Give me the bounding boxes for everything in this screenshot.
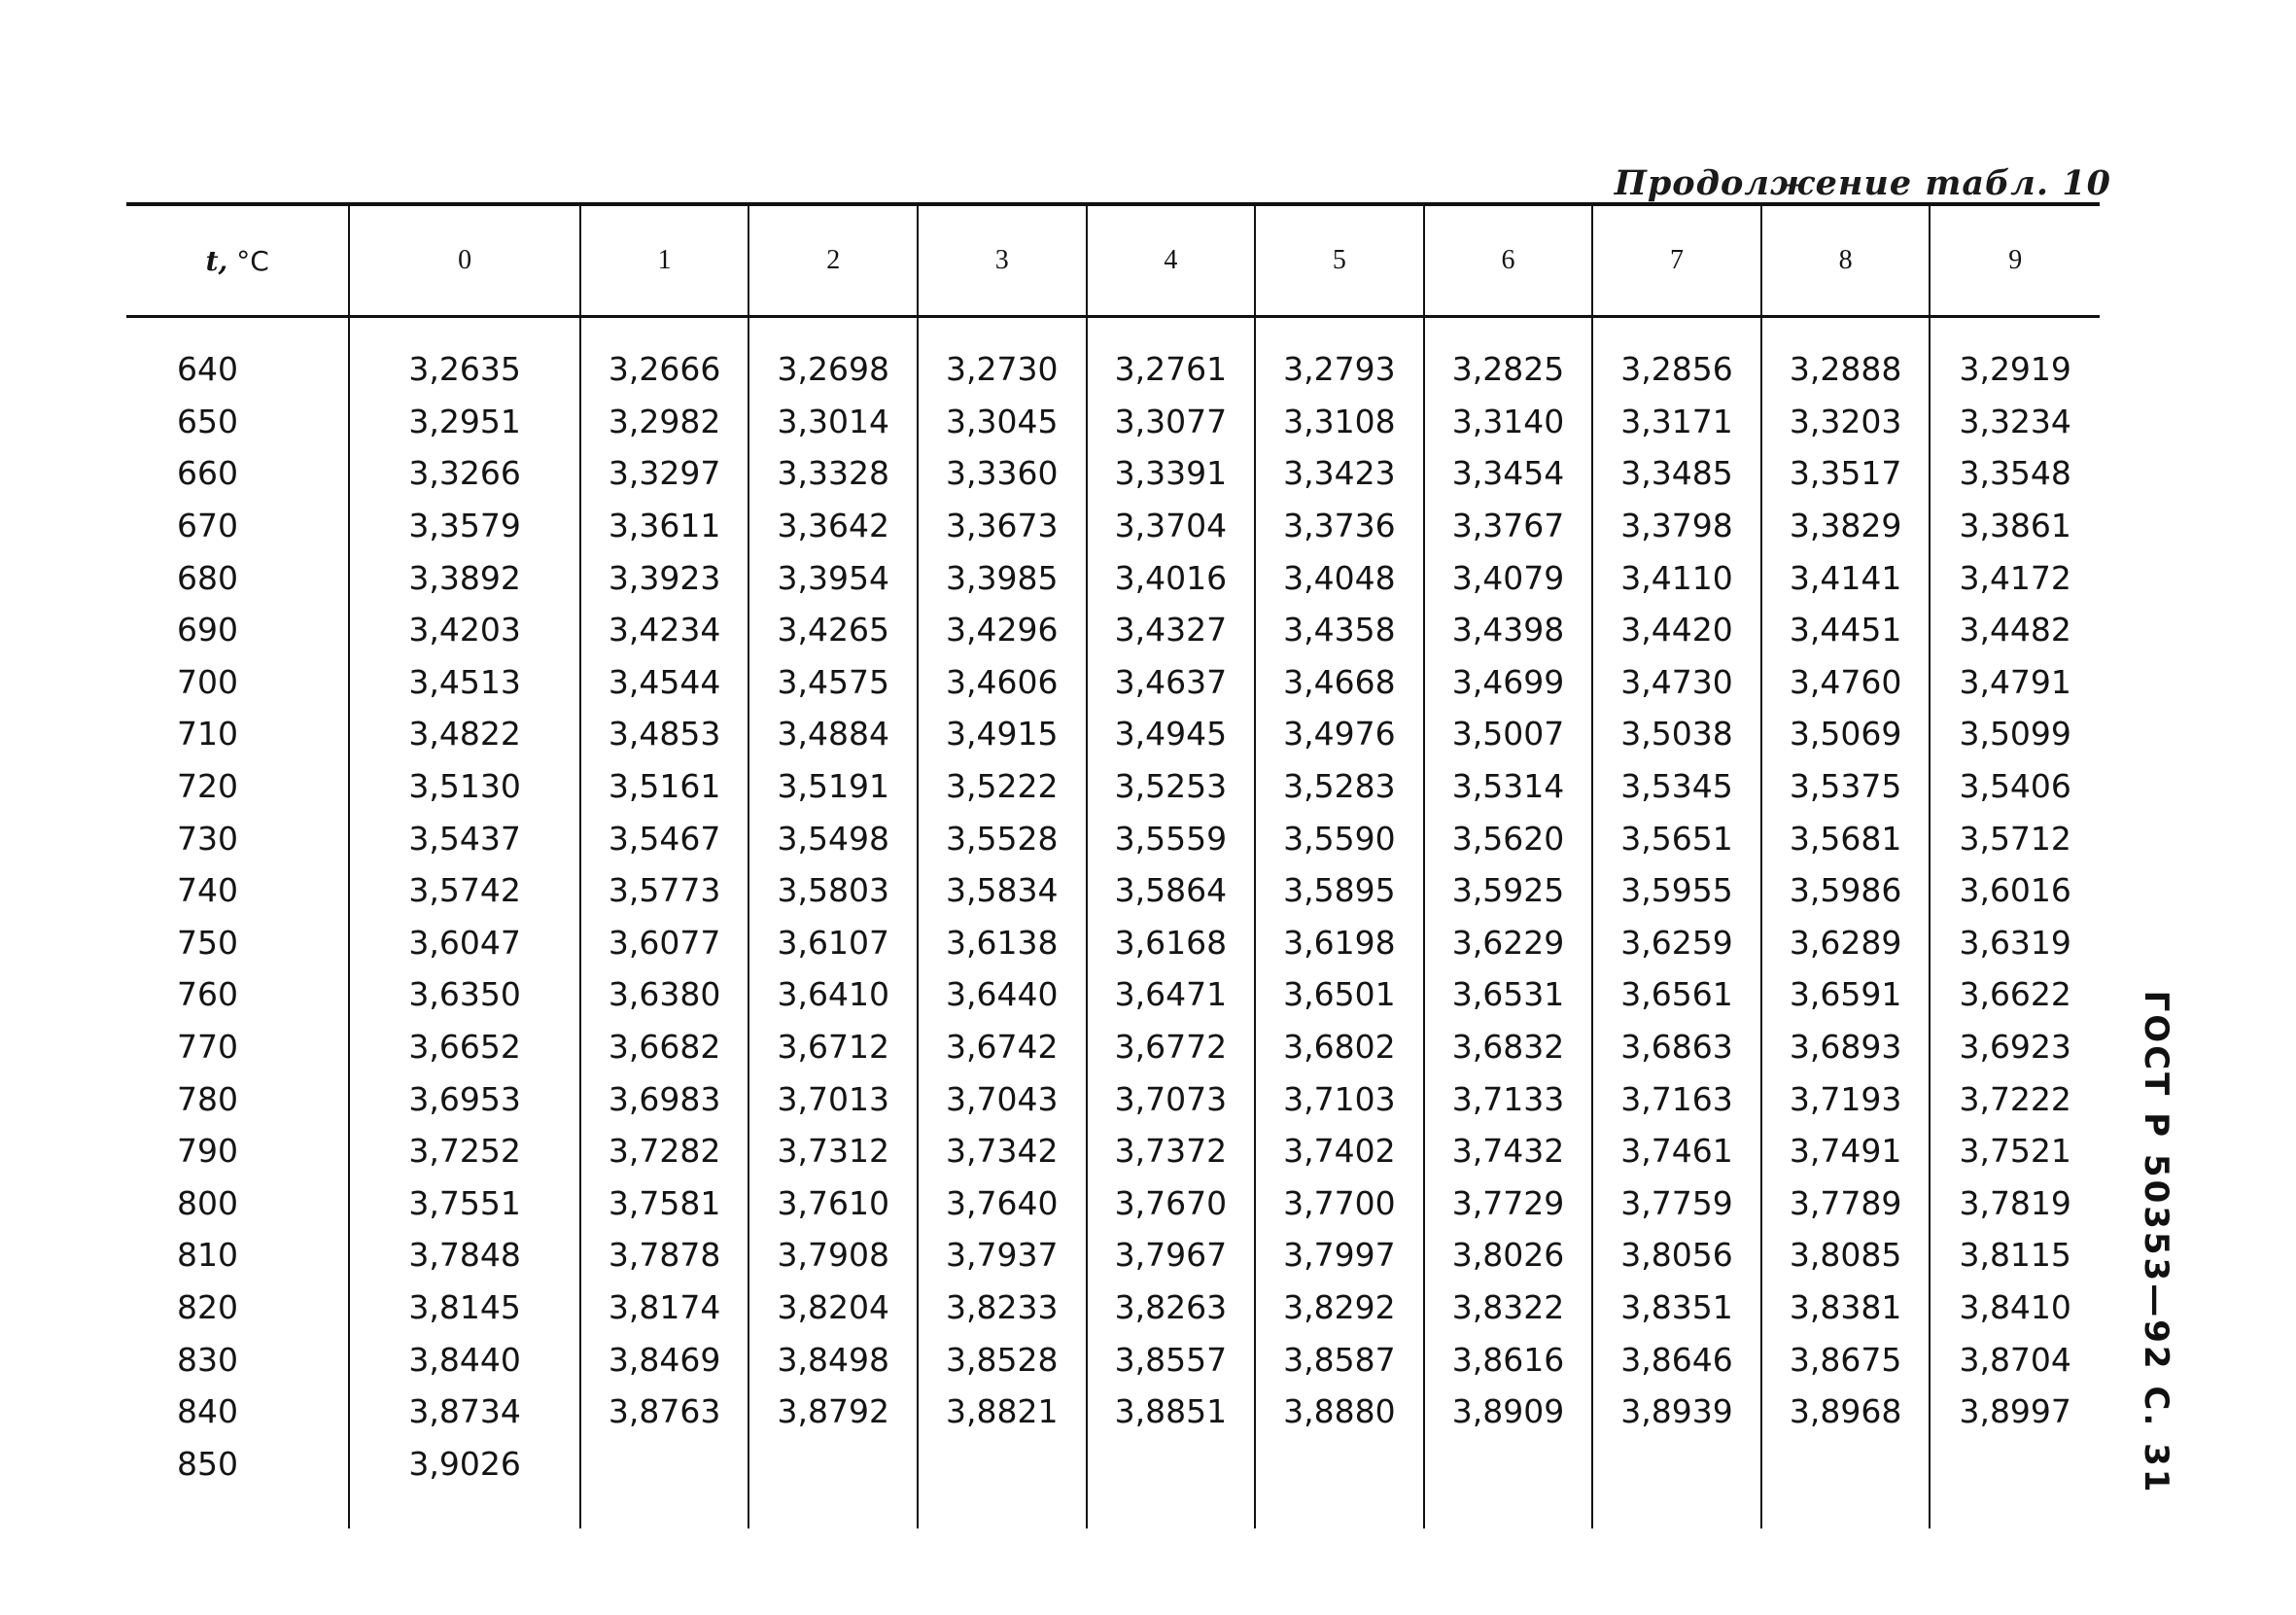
- header-col-1: 1: [580, 204, 749, 317]
- value-cell: 3,8997: [1930, 1386, 2100, 1438]
- value-cell: 3,5681: [1761, 812, 1931, 864]
- spacer-cell: [126, 1490, 349, 1528]
- value-cell: 3,3045: [918, 396, 1087, 448]
- value-cell: 3,4296: [918, 604, 1087, 656]
- value-cell: 3,4575: [748, 656, 918, 709]
- value-cell: 3,5986: [1761, 864, 1931, 917]
- value-cell: 3,5712: [1930, 812, 2100, 864]
- value-cell: 3,7163: [1592, 1072, 1761, 1125]
- value-cell: 3,5069: [1761, 708, 1931, 760]
- value-cell: 3,3203: [1761, 396, 1931, 448]
- value-cell: 3,8026: [1424, 1229, 1593, 1281]
- value-cell: 3,5925: [1424, 864, 1593, 917]
- row-temperature: 640: [177, 350, 238, 389]
- value-cell: 3,6471: [1087, 968, 1256, 1021]
- value-cell: [1592, 1437, 1761, 1490]
- value-cell: 3,7581: [580, 1177, 749, 1230]
- value-cell: 3,2635: [349, 317, 580, 396]
- table-row: [126, 1177, 2100, 1230]
- row-temperature: 670: [177, 507, 238, 545]
- value-cell: 3,8675: [1761, 1333, 1931, 1386]
- value-cell: 3,7937: [918, 1229, 1087, 1281]
- value-cell: 3,5253: [1087, 760, 1256, 813]
- value-cell: 3,7491: [1761, 1125, 1931, 1177]
- value-cell: 3,5191: [748, 760, 918, 813]
- value-cell: 3,4976: [1255, 708, 1424, 760]
- side-document-label: ГОСТ Р 50353—92 С. 31: [2137, 990, 2175, 1495]
- value-cell: 3,3985: [918, 551, 1087, 604]
- table-row: [126, 917, 2100, 969]
- value-cell: 3,2856: [1592, 317, 1761, 396]
- value-cell: 3,8145: [349, 1281, 580, 1334]
- value-cell: 3,5099: [1930, 708, 2100, 760]
- value-cell: 3,7610: [748, 1177, 918, 1230]
- value-cell: 3,7103: [1255, 1072, 1424, 1125]
- value-cell: 3,5620: [1424, 812, 1593, 864]
- value-cell: 3,5345: [1592, 760, 1761, 813]
- value-cell: 3,8056: [1592, 1229, 1761, 1281]
- row-temperature: 850: [177, 1444, 238, 1483]
- value-cell: 3,3454: [1424, 447, 1593, 500]
- value-cell: 3,6138: [918, 917, 1087, 969]
- table-spacer-row: [126, 1490, 2100, 1528]
- value-cell: 3,6380: [580, 968, 749, 1021]
- value-cell: [918, 1437, 1087, 1490]
- value-cell: 3,8263: [1087, 1281, 1256, 1334]
- value-cell: 3,2666: [580, 317, 749, 396]
- value-cell: 3,8085: [1761, 1229, 1931, 1281]
- table-row: [126, 500, 2100, 552]
- value-cell: 3,6561: [1592, 968, 1761, 1021]
- value-cell: 3,3611: [580, 500, 749, 552]
- value-cell: [1424, 1437, 1593, 1490]
- value-cell: 3,3579: [349, 500, 580, 552]
- value-cell: 3,4420: [1592, 604, 1761, 656]
- value-cell: 3,2793: [1255, 317, 1424, 396]
- value-cell: 3,8734: [349, 1386, 580, 1438]
- value-cell: 3,6983: [580, 1072, 749, 1125]
- value-cell: 3,4048: [1255, 551, 1424, 604]
- value-cell: 3,7342: [918, 1125, 1087, 1177]
- value-cell: 3,7640: [918, 1177, 1087, 1230]
- table-row: [126, 708, 2100, 760]
- value-cell: 3,6077: [580, 917, 749, 969]
- table-row: [126, 447, 2100, 500]
- value-cell: 3,4079: [1424, 551, 1593, 604]
- value-cell: 3,3892: [349, 551, 580, 604]
- row-temperature: 750: [177, 923, 238, 962]
- row-temperature: 650: [177, 402, 238, 440]
- value-cell: 3,5437: [349, 812, 580, 864]
- value-cell: 3,7461: [1592, 1125, 1761, 1177]
- table-row: [126, 1072, 2100, 1125]
- value-cell: 3,3485: [1592, 447, 1761, 500]
- spacer-cell: [580, 1490, 749, 1528]
- value-cell: 3,7222: [1930, 1072, 2100, 1125]
- value-cell: 3,7908: [748, 1229, 918, 1281]
- value-cell: 3,6953: [349, 1072, 580, 1125]
- value-cell: 3,6501: [1255, 968, 1424, 1021]
- value-cell: 3,2919: [1930, 317, 2100, 396]
- value-cell: 3,3140: [1424, 396, 1593, 448]
- header-col-8: 8: [1761, 204, 1931, 317]
- value-cell: 3,8469: [580, 1333, 749, 1386]
- value-cell: 3,5222: [918, 760, 1087, 813]
- value-cell: 3,8821: [918, 1386, 1087, 1438]
- spacer-cell: [918, 1490, 1087, 1528]
- value-cell: 3,6772: [1087, 1021, 1256, 1073]
- spacer-cell: [1424, 1490, 1593, 1528]
- value-cell: 3,9026: [349, 1437, 580, 1490]
- value-cell: 3,3767: [1424, 500, 1593, 552]
- value-cell: 3,5007: [1424, 708, 1593, 760]
- value-cell: 3,7312: [748, 1125, 918, 1177]
- value-cell: 3,7819: [1930, 1177, 2100, 1230]
- value-cell: 3,8880: [1255, 1386, 1424, 1438]
- value-cell: 3,6440: [918, 968, 1087, 1021]
- value-cell: 3,8968: [1761, 1386, 1931, 1438]
- value-cell: [748, 1437, 918, 1490]
- value-cell: 3,4016: [1087, 551, 1256, 604]
- value-cell: 3,7252: [349, 1125, 580, 1177]
- value-cell: 3,3234: [1930, 396, 2100, 448]
- value-cell: 3,4451: [1761, 604, 1931, 656]
- row-temperature: 810: [177, 1236, 238, 1275]
- value-cell: 3,7729: [1424, 1177, 1593, 1230]
- value-cell: 3,4141: [1761, 551, 1931, 604]
- value-cell: 3,3798: [1592, 500, 1761, 552]
- value-cell: 3,7043: [918, 1072, 1087, 1125]
- value-cell: 3,8851: [1087, 1386, 1256, 1438]
- value-cell: 3,8410: [1930, 1281, 2100, 1334]
- value-cell: [1761, 1437, 1931, 1490]
- value-cell: 3,3829: [1761, 500, 1931, 552]
- value-cell: 3,6259: [1592, 917, 1761, 969]
- row-temperature: 760: [177, 975, 238, 1014]
- value-cell: 3,5895: [1255, 864, 1424, 917]
- value-cell: 3,6289: [1761, 917, 1931, 969]
- value-cell: 3,6622: [1930, 968, 2100, 1021]
- spacer-cell: [1255, 1490, 1424, 1528]
- value-cell: 3,7372: [1087, 1125, 1256, 1177]
- value-cell: 3,7670: [1087, 1177, 1256, 1230]
- value-cell: 3,3108: [1255, 396, 1424, 448]
- value-cell: 3,7073: [1087, 1072, 1256, 1125]
- spacer-cell: [1087, 1490, 1256, 1528]
- value-cell: 3,5864: [1087, 864, 1256, 917]
- value-cell: 3,4884: [748, 708, 918, 760]
- value-cell: 3,7282: [580, 1125, 749, 1177]
- value-cell: 3,8646: [1592, 1333, 1761, 1386]
- value-cell: 3,4668: [1255, 656, 1424, 709]
- value-cell: 3,3297: [580, 447, 749, 500]
- header-t-cell: [126, 204, 349, 317]
- value-cell: 3,8763: [580, 1386, 749, 1438]
- row-temperature: 720: [177, 767, 238, 806]
- value-cell: 3,3861: [1930, 500, 2100, 552]
- header-col-3: 3: [918, 204, 1087, 317]
- value-cell: 3,3266: [349, 447, 580, 500]
- value-cell: 3,8557: [1087, 1333, 1256, 1386]
- value-cell: 3,2698: [748, 317, 918, 396]
- row-temperature: 740: [177, 871, 238, 910]
- table-row: [126, 1281, 2100, 1334]
- value-cell: [1930, 1437, 2100, 1490]
- row-temperature: 800: [177, 1183, 238, 1222]
- value-cell: 3,2825: [1424, 317, 1593, 396]
- value-cell: 3,4203: [349, 604, 580, 656]
- value-cell: 3,6198: [1255, 917, 1424, 969]
- value-cell: 3,4265: [748, 604, 918, 656]
- value-cell: 3,5406: [1930, 760, 2100, 813]
- value-cell: 3,3391: [1087, 447, 1256, 500]
- value-cell: 3,3642: [748, 500, 918, 552]
- value-cell: 3,5803: [748, 864, 918, 917]
- value-cell: 3,8528: [918, 1333, 1087, 1386]
- value-cell: 3,5283: [1255, 760, 1424, 813]
- value-cell: 3,4730: [1592, 656, 1761, 709]
- value-cell: 3,8204: [748, 1281, 918, 1334]
- value-cell: 3,3014: [748, 396, 918, 448]
- value-cell: 3,6168: [1087, 917, 1256, 969]
- value-cell: 3,8498: [748, 1333, 918, 1386]
- value-cell: 3,8381: [1761, 1281, 1931, 1334]
- row-temperature: 830: [177, 1340, 238, 1379]
- value-cell: 3,5314: [1424, 760, 1593, 813]
- table-header-row: [126, 204, 2100, 317]
- value-cell: 3,6652: [349, 1021, 580, 1073]
- table-row: [126, 551, 2100, 604]
- value-cell: 3,8322: [1424, 1281, 1593, 1334]
- table-row: [126, 1229, 2100, 1281]
- value-cell: 3,8704: [1930, 1333, 2100, 1386]
- value-cell: 3,5161: [580, 760, 749, 813]
- value-cell: 3,7759: [1592, 1177, 1761, 1230]
- value-cell: 3,6107: [748, 917, 918, 969]
- value-cell: 3,4915: [918, 708, 1087, 760]
- value-cell: 3,8792: [748, 1386, 918, 1438]
- value-cell: 3,6016: [1930, 864, 2100, 917]
- value-cell: 3,5773: [580, 864, 749, 917]
- row-temperature: 790: [177, 1132, 238, 1171]
- row-temperature: 700: [177, 662, 238, 701]
- value-cell: 3,7967: [1087, 1229, 1256, 1281]
- value-cell: 3,2730: [918, 317, 1087, 396]
- value-cell: 3,4482: [1930, 604, 2100, 656]
- value-cell: 3,8292: [1255, 1281, 1424, 1334]
- value-cell: 3,4398: [1424, 604, 1593, 656]
- table-row: [126, 604, 2100, 656]
- value-cell: 3,2982: [580, 396, 749, 448]
- value-cell: 3,6832: [1424, 1021, 1593, 1073]
- value-cell: 3,4853: [580, 708, 749, 760]
- row-temperature: 820: [177, 1287, 238, 1326]
- value-cell: 3,6047: [349, 917, 580, 969]
- row-temperature: 780: [177, 1079, 238, 1118]
- table-row: [126, 317, 2100, 396]
- row-temperature: 710: [177, 715, 238, 754]
- table-row: [126, 1125, 2100, 1177]
- value-cell: 3,7700: [1255, 1177, 1424, 1230]
- value-cell: 3,5467: [580, 812, 749, 864]
- value-cell: 3,5742: [349, 864, 580, 917]
- value-cell: 3,5498: [748, 812, 918, 864]
- row-temperature: 840: [177, 1392, 238, 1431]
- value-cell: 3,4760: [1761, 656, 1931, 709]
- value-cell: 3,5528: [918, 812, 1087, 864]
- value-cell: 3,5590: [1255, 812, 1424, 864]
- value-cell: 3,4544: [580, 656, 749, 709]
- value-cell: 3,3360: [918, 447, 1087, 500]
- value-cell: 3,2888: [1761, 317, 1931, 396]
- value-cell: 3,8587: [1255, 1333, 1424, 1386]
- value-cell: 3,8233: [918, 1281, 1087, 1334]
- header-col-6: 6: [1424, 204, 1593, 317]
- spacer-cell: [349, 1490, 580, 1528]
- value-cell: 3,7432: [1424, 1125, 1593, 1177]
- table-row: [126, 968, 2100, 1021]
- value-cell: 3,4513: [349, 656, 580, 709]
- table-row: [126, 1437, 2100, 1490]
- table-row: [126, 1386, 2100, 1438]
- value-cell: 3,4358: [1255, 604, 1424, 656]
- header-t-symbol: t,: [205, 244, 228, 277]
- value-cell: 3,8351: [1592, 1281, 1761, 1334]
- value-cell: 3,5130: [349, 760, 580, 813]
- value-cell: 3,6893: [1761, 1021, 1931, 1073]
- value-cell: 3,3673: [918, 500, 1087, 552]
- value-cell: 3,5559: [1087, 812, 1256, 864]
- value-cell: 3,3423: [1255, 447, 1424, 500]
- value-cell: 3,4945: [1087, 708, 1256, 760]
- row-temperature: 680: [177, 558, 238, 597]
- value-cell: 3,6229: [1424, 917, 1593, 969]
- table-row: [126, 656, 2100, 709]
- header-col-9: 9: [1930, 204, 2100, 317]
- values-table: [126, 202, 2100, 1528]
- value-cell: 3,5834: [918, 864, 1087, 917]
- table-row: [126, 396, 2100, 448]
- table-row: [126, 1021, 2100, 1073]
- value-cell: 3,8174: [580, 1281, 749, 1334]
- spacer-cell: [1930, 1490, 2100, 1528]
- value-cell: 3,7013: [748, 1072, 918, 1125]
- spacer-cell: [1592, 1490, 1761, 1528]
- value-cell: 3,7848: [349, 1229, 580, 1281]
- value-cell: 3,3077: [1087, 396, 1256, 448]
- header-t-unit: °C: [236, 244, 269, 277]
- value-cell: 3,7789: [1761, 1177, 1931, 1230]
- value-cell: 3,8909: [1424, 1386, 1593, 1438]
- row-temperature: 770: [177, 1028, 238, 1067]
- value-cell: 3,6410: [748, 968, 918, 1021]
- value-cell: 3,4791: [1930, 656, 2100, 709]
- spacer-cell: [748, 1490, 918, 1528]
- value-cell: 3,7133: [1424, 1072, 1593, 1125]
- value-cell: 3,3923: [580, 551, 749, 604]
- value-cell: 3,7402: [1255, 1125, 1424, 1177]
- value-cell: 3,3171: [1592, 396, 1761, 448]
- value-cell: 3,2761: [1087, 317, 1256, 396]
- value-cell: 3,4327: [1087, 604, 1256, 656]
- value-cell: [1087, 1437, 1256, 1490]
- value-cell: 3,6863: [1592, 1021, 1761, 1073]
- value-cell: 3,3954: [748, 551, 918, 604]
- value-cell: 3,7551: [349, 1177, 580, 1230]
- row-temperature: 690: [177, 611, 238, 650]
- value-cell: 3,3704: [1087, 500, 1256, 552]
- table-caption: Продолжение табл. 10: [1614, 163, 2111, 203]
- value-cell: [580, 1437, 749, 1490]
- value-cell: 3,4110: [1592, 551, 1761, 604]
- header-col-4: 4: [1087, 204, 1256, 317]
- table-body: [126, 317, 2100, 1529]
- value-cell: 3,4637: [1087, 656, 1256, 709]
- value-cell: 3,6712: [748, 1021, 918, 1073]
- value-cell: 3,8939: [1592, 1386, 1761, 1438]
- header-col-0: 0: [349, 204, 580, 317]
- value-cell: 3,4172: [1930, 551, 2100, 604]
- value-cell: 3,7521: [1930, 1125, 2100, 1177]
- header-col-7: 7: [1592, 204, 1761, 317]
- header-col-2: 2: [748, 204, 918, 317]
- value-cell: 3,5955: [1592, 864, 1761, 917]
- value-cell: 3,3328: [748, 447, 918, 500]
- value-cell: 3,4822: [349, 708, 580, 760]
- value-cell: [1255, 1437, 1424, 1490]
- value-cell: 3,3736: [1255, 500, 1424, 552]
- value-cell: 3,6531: [1424, 968, 1593, 1021]
- value-cell: 3,7997: [1255, 1229, 1424, 1281]
- value-cell: 3,4234: [580, 604, 749, 656]
- table-container: [126, 202, 2100, 1528]
- value-cell: 3,3548: [1930, 447, 2100, 500]
- row-temperature: 730: [177, 819, 238, 858]
- value-cell: 3,6742: [918, 1021, 1087, 1073]
- value-cell: 3,7193: [1761, 1072, 1931, 1125]
- table-row: [126, 760, 2100, 813]
- value-cell: 3,3517: [1761, 447, 1931, 500]
- value-cell: 3,7878: [580, 1229, 749, 1281]
- value-cell: 3,8440: [349, 1333, 580, 1386]
- value-cell: 3,5651: [1592, 812, 1761, 864]
- value-cell: 3,2951: [349, 396, 580, 448]
- value-cell: 3,6682: [580, 1021, 749, 1073]
- value-cell: 3,8115: [1930, 1229, 2100, 1281]
- value-cell: 3,6591: [1761, 968, 1931, 1021]
- spacer-cell: [1761, 1490, 1931, 1528]
- table-row: [126, 812, 2100, 864]
- value-cell: 3,8616: [1424, 1333, 1593, 1386]
- value-cell: 3,6802: [1255, 1021, 1424, 1073]
- table-row: [126, 1333, 2100, 1386]
- header-col-5: 5: [1255, 204, 1424, 317]
- row-temperature: 660: [177, 454, 238, 493]
- value-cell: 3,5375: [1761, 760, 1931, 813]
- value-cell: 3,5038: [1592, 708, 1761, 760]
- value-cell: 3,4699: [1424, 656, 1593, 709]
- value-cell: 3,6923: [1930, 1021, 2100, 1073]
- value-cell: 3,6319: [1930, 917, 2100, 969]
- table-row: [126, 864, 2100, 917]
- value-cell: 3,4606: [918, 656, 1087, 709]
- value-cell: 3,6350: [349, 968, 580, 1021]
